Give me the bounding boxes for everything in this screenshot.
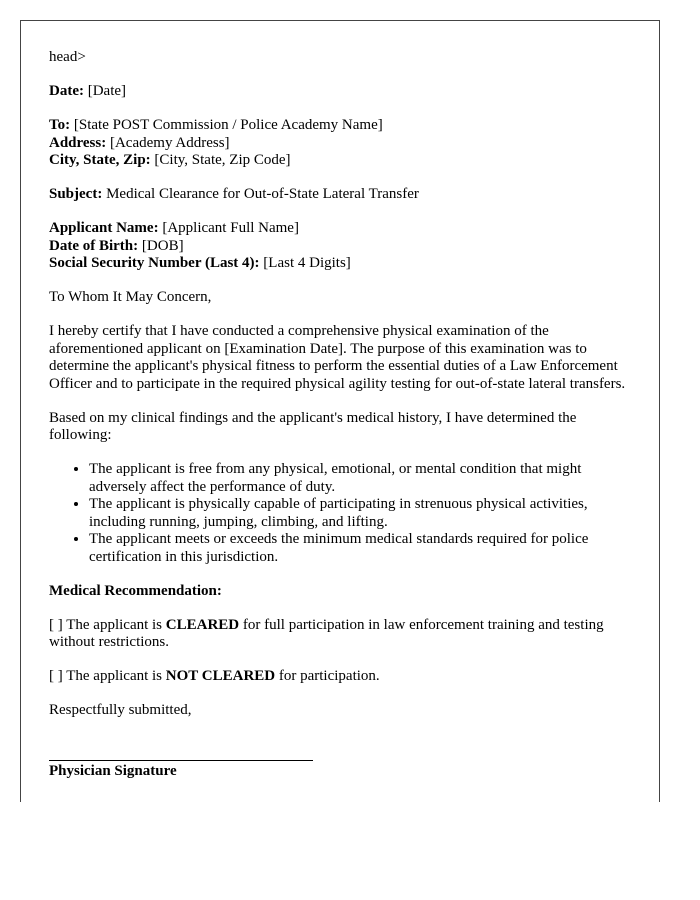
ssn-value: [Last 4 Digits] bbox=[259, 255, 351, 271]
subject-value: Medical Clearance for Out-of-State Lateral Transfer bbox=[102, 186, 419, 202]
option-not-cleared-suffix: for participation. bbox=[275, 668, 380, 684]
option-cleared-suffix: for full participation in law enforcement training and testing without restrictions. bbox=[49, 616, 604, 650]
city-label: City, State, Zip: bbox=[49, 152, 151, 168]
address-label: Address: bbox=[49, 134, 107, 151]
recipient-block bbox=[49, 117, 629, 170]
option-not-cleared bbox=[49, 668, 629, 686]
list-item: • The applicant is physically capable of participating in strenuous physical activities, including running, jumping, climbing, and lifting. bbox=[89, 496, 629, 531]
recommendation-heading-text: Medical Recommendation: bbox=[49, 582, 222, 599]
to-value: [State POST Commission / Police Academy Name] bbox=[70, 117, 383, 133]
option-cleared-prefix: [ ] The applicant is bbox=[49, 616, 166, 633]
option-not-cleared-prefix: [ ] The applicant is bbox=[49, 668, 166, 684]
option-not-cleared-status: NOT CLEARED bbox=[165, 668, 276, 684]
salutation: To Whom It May Concern, bbox=[49, 289, 212, 305]
paragraph-certification: I hereby certify that I have conducted a comprehensive physical examination of the aforementioned applicant on [Examination Date]. The purpose of this examination was to determine the applicant's physical fitness to perform the essential duties of a Law Enforcement Officer and to participate in the required physical agility testing for out-of-state lateral transfers. bbox=[49, 323, 626, 392]
option-cleared-status: CLEARED bbox=[165, 616, 240, 633]
paragraph-findings-intro: Based on my clinical findings and the applicant's medical history, I have determined the following: bbox=[49, 409, 577, 443]
city-value: [City, State, Zip Code] bbox=[150, 152, 291, 168]
findings-list bbox=[49, 461, 629, 566]
applicant-name-value: [Applicant Full Name] bbox=[158, 220, 299, 236]
dob-value: [DOB] bbox=[138, 237, 184, 254]
to-label: To: bbox=[49, 117, 71, 133]
ssn-label: Social Security Number (Last 4): bbox=[49, 255, 260, 271]
option-cleared bbox=[49, 617, 629, 652]
date-line bbox=[49, 83, 629, 101]
applicant-block bbox=[49, 220, 629, 273]
signature-line bbox=[49, 760, 313, 761]
date-value: [Date] bbox=[83, 83, 127, 99]
letter-page bbox=[20, 20, 660, 802]
applicant-name-label: Applicant Name: bbox=[49, 220, 159, 236]
address-value: [Academy Address] bbox=[106, 134, 230, 151]
list-item: • The applicant is free from any physical, emotional, or mental condition that might adversely affect the performance of duty. bbox=[89, 461, 629, 496]
closing: Respectfully submitted, bbox=[49, 702, 192, 718]
subject-line bbox=[49, 186, 629, 204]
date-label: Date: bbox=[49, 83, 84, 99]
letter-content bbox=[21, 21, 659, 780]
head-text: head> bbox=[49, 49, 86, 65]
list-item: • The applicant meets or exceeds the minimum medical standards required for police certification in this jurisdiction. bbox=[89, 531, 629, 566]
dob-label: Date of Birth: bbox=[49, 237, 139, 254]
subject-label: Subject: bbox=[49, 186, 103, 202]
recommendation-heading bbox=[49, 583, 629, 601]
signature-label: Physician Signature bbox=[49, 762, 177, 779]
